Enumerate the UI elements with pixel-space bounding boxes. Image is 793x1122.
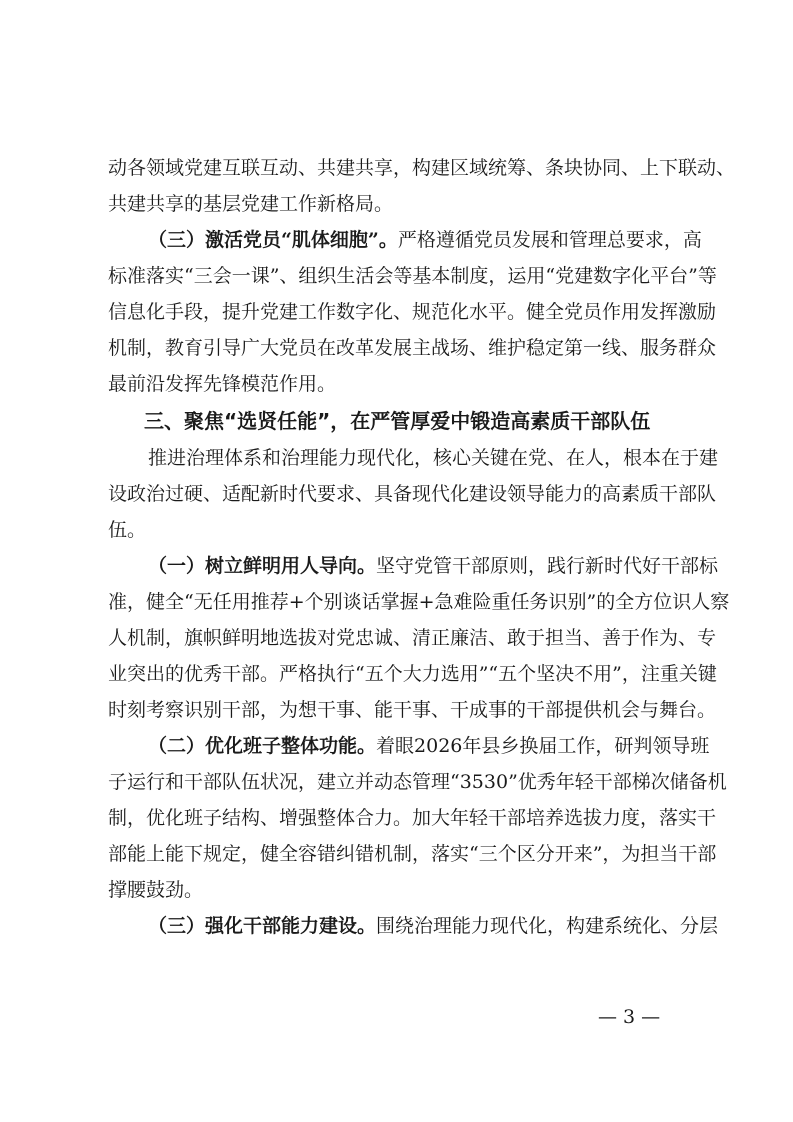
paragraph-lead: （一）树立鲜明用人导向。 — [148, 555, 377, 577]
paragraph-line — [108, 440, 719, 476]
line-text: 撑腰鼓劲。 — [108, 879, 204, 901]
paragraph-line — [108, 512, 700, 548]
line-text: 子运行和干部队伍状况，建立并动态管理“3530”优秀年轻干部梯次储备机 — [108, 771, 727, 793]
line-text: 时刻考察识别干部，为想干事、能干事、干成事的干部提供机会与舞台。 — [108, 699, 717, 721]
paragraph-lead: （三）强化干部能力建设。 — [148, 915, 377, 937]
paragraph-line — [108, 366, 700, 402]
line-text: 严格遵循党员发展和管理总要求，高 — [397, 229, 702, 251]
line-text: 最前沿发挥先锋模范作用。 — [108, 373, 337, 395]
page-number: — 3 — — [598, 1006, 661, 1028]
paragraph-line — [108, 800, 717, 836]
paragraph-line — [108, 294, 717, 330]
paragraph-line — [108, 186, 700, 222]
paragraph-line — [108, 476, 717, 512]
paragraph-line — [108, 222, 700, 258]
paragraph-line — [108, 620, 717, 656]
paragraph-lead: （三）激活党员“肌体细胞”。 — [148, 229, 398, 251]
paragraph-line — [108, 692, 717, 728]
paragraph-line — [108, 908, 719, 944]
paragraph-line — [108, 330, 717, 366]
line-text: 伍。 — [108, 519, 147, 541]
line-text: 动各领域党建互联互动、共建共享，构建区域统筹、条块协同、上下联动、 — [108, 157, 736, 179]
line-text: 机制，教育引导广大党员在改革发展主战场、维护稳定第一线、服务群众 — [108, 337, 717, 359]
line-text: 业突出的优秀干部。严格执行“五个大力选用”“五个坚决不用”，注重关键 — [108, 663, 717, 685]
paragraph-line — [108, 258, 717, 294]
line-text: 设政治过硬、适配新时代要求、具备现代化建设领导能力的高素质干部队 — [108, 483, 717, 505]
paragraph-line — [108, 872, 700, 908]
line-text: 人机制，旗帜鲜明地选拔对党忠诚、清正廉洁、敢于担当、善于作为、专 — [108, 627, 717, 649]
line-text: 推进治理体系和治理能力现代化，核心关键在党、在人，根本在于建 — [148, 447, 719, 469]
line-text: 准，健全“无任用推荐+个别谈话掌握+急难险重任务识别”的全方位识人察 — [108, 591, 730, 613]
paragraph-line — [108, 548, 719, 584]
line-text: 标准落实“三会一课”、组织生活会等基本制度，运用“党建数字化平台”等 — [108, 265, 717, 287]
line-text: 坚守党管干部原则，践行新时代好干部标 — [376, 555, 719, 577]
section-heading: 三、聚焦“选贤任能”，在严管厚爱中锻造高素质干部队伍 — [144, 409, 651, 433]
document-body — [108, 150, 736, 944]
paragraph-line — [108, 656, 717, 692]
paragraph-line — [108, 584, 730, 620]
line-text: 制，优化班子结构、增强整体合力。加大年轻干部培养选拔力度，落实干 — [108, 807, 717, 829]
line-text: 围绕治理能力现代化，构建系统化、分层 — [376, 915, 719, 937]
paragraph-lead: （二）优化班子整体功能。 — [148, 735, 377, 757]
line-text: 共建共享的基层党建工作新格局。 — [108, 193, 394, 215]
line-text: 信息化手段，提升党建工作数字化、规范化水平。健全党员作用发挥激励 — [108, 301, 717, 323]
paragraph-line — [108, 836, 717, 872]
line-text: 部能上能下规定，健全容错纠错机制，落实“三个区分开来”，为担当干部 — [108, 843, 717, 865]
paragraph-line — [108, 150, 736, 186]
line-text: 着眼2026年县乡换届工作，研判领导班 — [376, 735, 710, 757]
paragraph-line — [108, 728, 710, 764]
paragraph-line — [108, 764, 727, 800]
